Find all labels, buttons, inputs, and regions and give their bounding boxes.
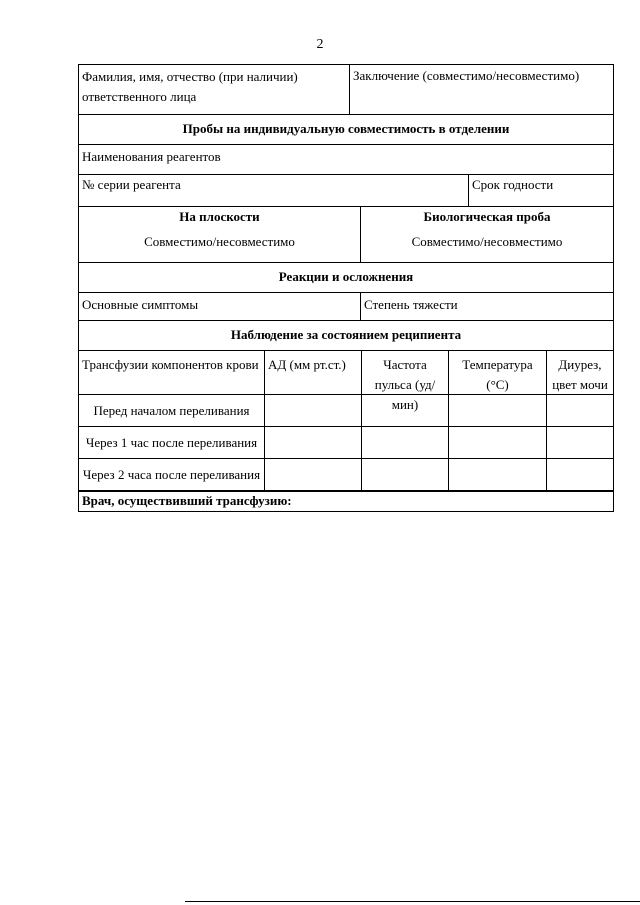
observation-section-title: Наблюдение за состоянием реципиента — [230, 326, 462, 342]
transfusion-form — [78, 64, 614, 512]
tests-section-header — [79, 115, 613, 145]
diuresis-cell-1h[interactable] — [546, 427, 613, 458]
page-edge-line — [185, 901, 640, 902]
table-row — [79, 459, 613, 491]
header-pulse: Частота пульса (уд/мин) — [361, 351, 448, 394]
page-number: 2 — [316, 37, 324, 52]
bio-test-cell[interactable] — [360, 207, 613, 262]
header-temperature: Температура (°C) — [448, 351, 546, 394]
pulse-cell-1h[interactable] — [361, 427, 448, 458]
bp-cell-2h[interactable] — [264, 459, 361, 490]
doctor-field[interactable]: Врач, осуществивший трансфузию: — [82, 493, 292, 508]
plane-test-value: Совместимо/несовместимо — [144, 234, 295, 249]
main-symptoms-field[interactable]: Основные симптомы — [82, 297, 199, 312]
row-label-1h: Через 1 час после переливания — [85, 434, 258, 450]
reagents-row — [79, 145, 613, 175]
severity-field[interactable]: Степень тяжести — [360, 293, 613, 320]
table-row — [79, 427, 613, 459]
bp-cell-1h[interactable] — [264, 427, 361, 458]
symptoms-row — [79, 293, 613, 321]
plane-test-cell[interactable] — [79, 207, 360, 262]
pulse-cell-2h[interactable] — [361, 459, 448, 490]
serial-row — [79, 175, 613, 207]
row-label-before: Перед началом переливания — [93, 402, 250, 418]
header-diuresis: Диурез, цвет мочи — [546, 351, 613, 394]
compatibility-row — [79, 207, 613, 263]
conclusion-field[interactable]: Заключение (совместимо/несовместимо) — [349, 65, 613, 114]
expiry-field[interactable]: Срок годности — [468, 175, 613, 206]
bio-test-value: Совместимо/несовместимо — [411, 234, 563, 249]
temperature-cell-2h[interactable] — [448, 459, 546, 490]
reagents-field[interactable]: Наименования реагентов — [82, 149, 221, 164]
reactions-section-header — [79, 263, 613, 293]
temperature-cell-before[interactable] — [448, 395, 546, 426]
doctor-row — [79, 491, 613, 511]
table-row — [79, 395, 613, 427]
observation-section-header — [79, 321, 613, 351]
diuresis-cell-2h[interactable] — [546, 459, 613, 490]
reactions-section-title: Реакции и осложнения — [278, 268, 414, 284]
tests-section-title: Пробы на индивидуальную совместимость в отделении — [182, 120, 510, 136]
temperature-cell-1h[interactable] — [448, 427, 546, 458]
responsible-name-field[interactable]: Фамилия, имя, отчество (при наличии) ответственного лица — [82, 69, 298, 104]
row-label-2h: Через 2 часа после переливания — [82, 466, 261, 482]
header-blood-pressure: АД (мм рт.ст.) — [264, 351, 361, 394]
header-transfusions: Трансфузии компонентов крови — [82, 357, 259, 372]
bp-cell-before[interactable] — [264, 395, 361, 426]
plane-test-title: На плоскости — [179, 209, 260, 224]
reagent-serial-field[interactable]: № серии реагента — [82, 177, 181, 192]
responsible-row — [79, 65, 613, 115]
diuresis-cell-before[interactable] — [546, 395, 613, 426]
bio-test-title: Биологическая проба — [423, 209, 551, 224]
pulse-cell-before[interactable] — [361, 395, 448, 426]
